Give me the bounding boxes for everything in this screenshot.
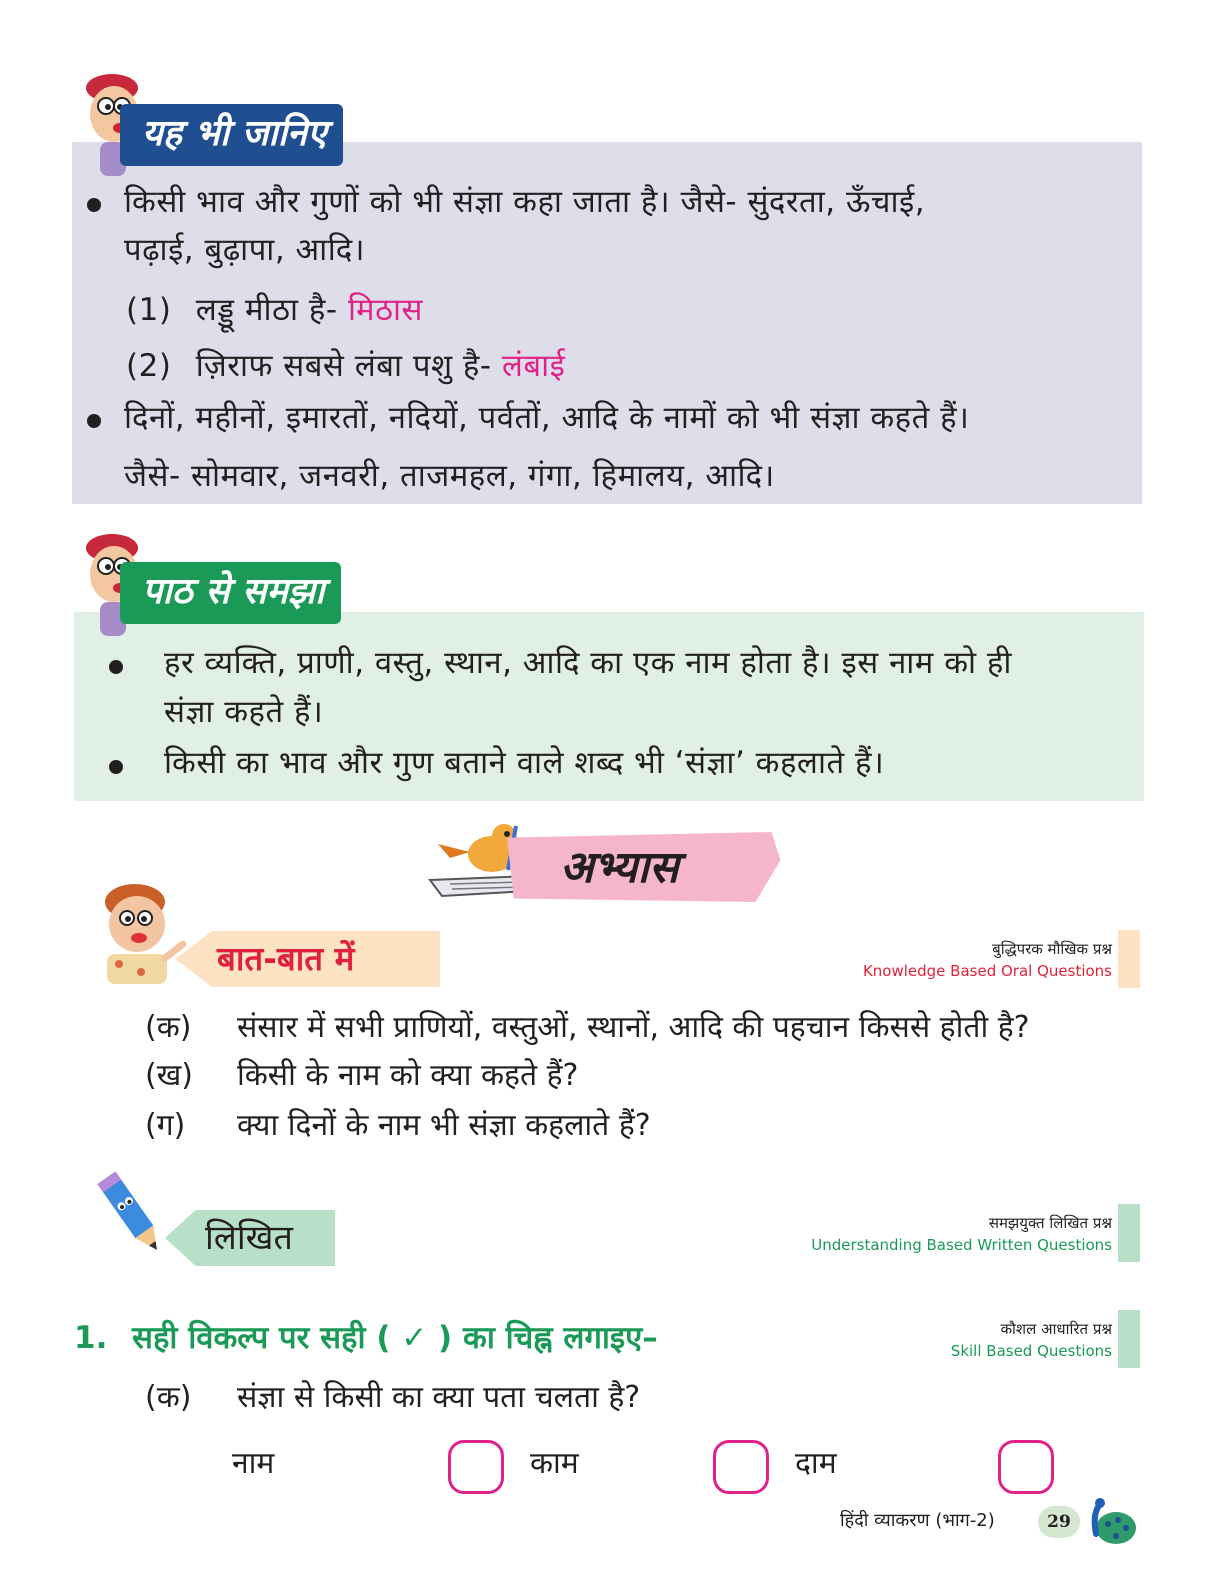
option-checkbox[interactable] [448,1440,504,1494]
bullet [109,660,123,674]
label-english: Skill Based Questions [950,1342,1112,1360]
oral-tag: बात-बात में [217,939,355,978]
practice-title: अभ्यास [560,842,679,893]
text-line: पढ़ाई, बुढ़ापा, आदि। [124,232,365,268]
bullet [109,760,123,774]
question-text: किसी के नाम को क्या कहते हैं? [237,1058,579,1093]
pencil-mascot-icon [92,1168,172,1264]
option-checkbox[interactable] [998,1440,1054,1494]
option-label: काम [530,1446,579,1481]
text-line: किसी भाव और गुणों को भी संज्ञा कहा जाता है। जैसे- सुंदरता, ऊँचाई, [124,184,926,220]
question-text: संसार में सभी प्राणियों, वस्तुओं, स्थानों, आदि की पहचान किससे होती है? [237,1010,1030,1045]
book-title: हिंदी व्याकरण (भाग-2) [840,1510,995,1531]
example-number: (1) [126,292,172,328]
oral-question-label [863,938,1112,982]
label-hindi: बुद्धिपरक मौखिक प्रश्न [992,940,1112,958]
question-mark: (क) [145,1010,192,1045]
label-hindi: कौशल आधारित प्रश्न [1000,1320,1112,1338]
skill-question-label [951,1318,1112,1362]
section-tag-learned: पाठ से समझा [120,562,341,624]
oral-question [145,1008,1030,1048]
page-number: 29 [1038,1506,1080,1538]
oral-question [145,1106,651,1146]
question-number: 1. [74,1320,108,1356]
example-text: लड्डू मीठा है- [195,292,338,328]
question-mark: (ख) [145,1058,193,1093]
question-text: क्या दिनों के नाम भी संज्ञा कहलाते हैं? [237,1108,651,1143]
peacock-icon [1082,1494,1138,1550]
question-text: संज्ञा से किसी का क्या पता चलता है? [237,1380,641,1415]
option-label: दाम [795,1446,837,1481]
example-number: (2) [126,348,172,384]
example-text: ज़िराफ सबसे लंबा पशु है- [195,348,492,384]
text-line: जैसे- सोमवार, जनवरी, ताजमहल, गंगा, हिमालय, आदि। [124,458,775,494]
example-answer: मिठास [347,292,424,328]
option-checkbox[interactable] [713,1440,769,1494]
question-mark: (ग) [145,1108,186,1143]
skill-question-heading [74,1316,658,1360]
text-line: हर व्यक्ति, प्राणी, वस्तु, स्थान, आदि का एक नाम होता है। इस नाम को ही [164,645,1012,681]
text-line: संज्ञा कहते हैं। [164,694,324,730]
written-question-label [811,1212,1112,1256]
example-answer: लंबाई [501,348,566,384]
written-tag: लिखित [205,1218,293,1258]
question-mark: (क) [145,1380,192,1415]
boy-pointing-icon [95,880,190,985]
section-tag-know-more: यह भी जानिए [120,104,343,166]
label-english: Understanding Based Written Questions [811,1236,1112,1254]
label-bar [1118,930,1140,988]
question-instruction: सही विकल्प पर सही ( ✓ ) का चिह्न लगाइए– [132,1320,658,1356]
text-line: दिनों, महीनों, इमारतों, नदियों, पर्वतों, आदि के नामों को भी संज्ञा कहते हैं। [124,400,970,436]
example-1 [126,290,423,330]
label-bar [1118,1310,1140,1368]
option-label: नाम [232,1446,275,1481]
example-2 [126,346,565,386]
skill-sub-question [145,1378,640,1418]
bullet [87,414,101,428]
label-bar [1118,1204,1140,1262]
text-line: किसी का भाव और गुण बताने वाले शब्द भी ‘संज्ञा’ कहलाते हैं। [164,745,885,781]
label-hindi: समझयुक्त लिखित प्रश्न [988,1214,1112,1232]
oral-question [145,1056,578,1096]
label-english: Knowledge Based Oral Questions [862,962,1112,980]
bullet [87,198,101,212]
